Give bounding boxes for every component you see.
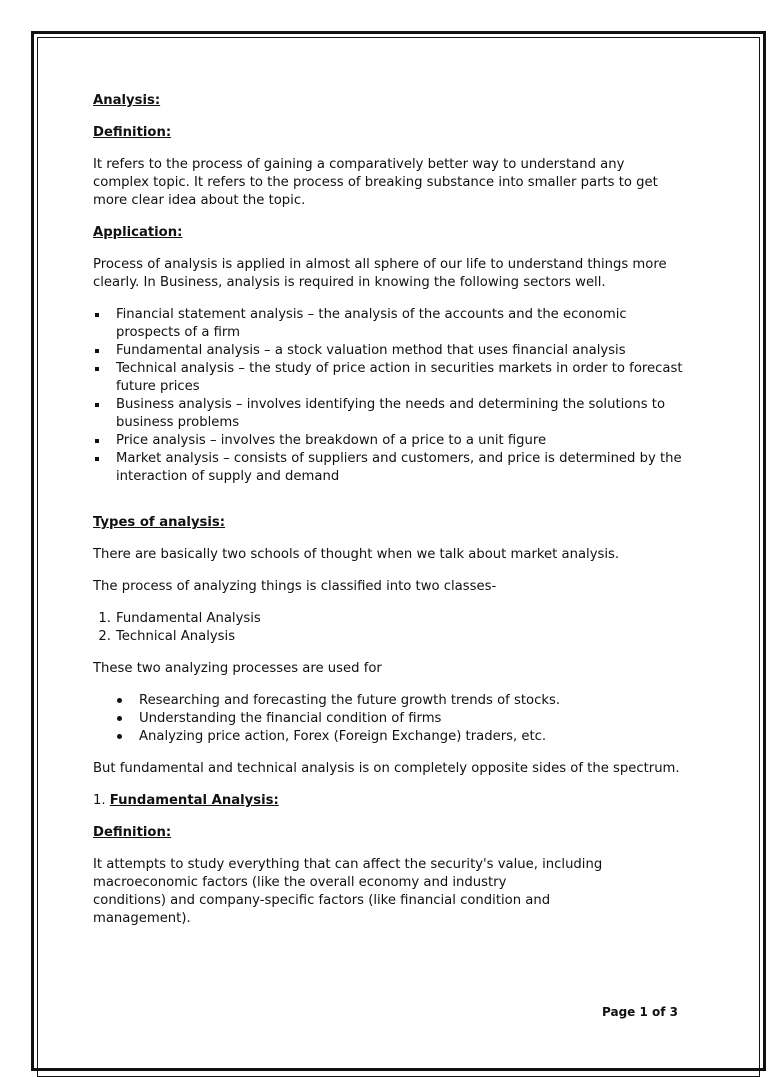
- list-item: Fundamental analysis – a stock valuation method that uses financial analysis: [93, 342, 683, 360]
- list-item: Market analysis – consists of suppliers and customers, and price is determined by the interaction of supply and demand: [93, 450, 683, 486]
- types-list: [93, 610, 683, 646]
- list-text: Fundamental Analysis: [116, 611, 261, 626]
- fundamental-heading-line: [93, 792, 683, 810]
- definition-heading: Definition:: [93, 125, 172, 140]
- list-item: Technical analysis – the study of price action in securities markets in order to forecast future prices: [93, 360, 683, 396]
- list-item: Price analysis – involves the breakdown of a price to a unit figure: [93, 432, 683, 450]
- types-paragraph-2: The process of analyzing things is classified into two classes-: [93, 579, 497, 594]
- fundamental-heading: Fundamental Analysis:: [109, 793, 279, 808]
- list-item: [93, 610, 683, 628]
- uses-paragraph: These two analyzing processes are used for: [93, 661, 382, 676]
- types-heading: Types of analysis:: [93, 515, 226, 530]
- list-item: Financial statement analysis – the analysis of the accounts and the economic prospects of a firm: [93, 306, 683, 342]
- text-line: macroeconomic factors (like the overall economy and industry: [93, 875, 507, 890]
- list-item: [93, 628, 683, 646]
- list-item: Researching and forecasting the future growth trends of stocks.: [93, 692, 683, 710]
- opposite-paragraph: But fundamental and technical analysis is on completely opposite sides of the spectrum.: [93, 761, 680, 776]
- types-paragraph-1: There are basically two schools of thought when we talk about market analysis.: [93, 547, 620, 562]
- application-paragraph: Process of analysis is applied in almost all sphere of our life to understand things more clearly. In Business, analysis is required in knowing the following sectors well.: [93, 257, 667, 290]
- text-line: management).: [93, 911, 191, 926]
- uses-list: [93, 692, 683, 746]
- document-body: [93, 92, 683, 928]
- definition-paragraph: It refers to the process of gaining a comparatively better way to understand any complex topic. It refers to the process of breaking substance into smaller parts to get more clear idea about the topic.: [93, 157, 658, 208]
- list-number: 1.: [98, 611, 111, 626]
- list-text: Technical Analysis: [116, 629, 236, 644]
- list-item: Understanding the financial condition of firms: [93, 710, 683, 728]
- fundamental-definition-heading: Definition:: [93, 825, 172, 840]
- text-line: conditions) and company-specific factors (like financial condition and: [93, 893, 551, 908]
- list-number: 2.: [98, 629, 111, 644]
- list-item: Business analysis – involves identifying the needs and determining the solutions to business problems: [93, 396, 683, 432]
- text-line: It attempts to study everything that can affect the security's value, including: [93, 857, 603, 872]
- application-heading: Application:: [93, 225, 183, 240]
- analysis-heading: Analysis:: [93, 93, 161, 108]
- page-number: Page 1 of 3: [602, 1005, 678, 1019]
- list-item: Analyzing price action, Forex (Foreign Exchange) traders, etc.: [93, 728, 683, 746]
- application-list: [93, 306, 683, 486]
- fundamental-number: 1.: [93, 793, 110, 808]
- fundamental-definition-paragraph: [93, 856, 683, 928]
